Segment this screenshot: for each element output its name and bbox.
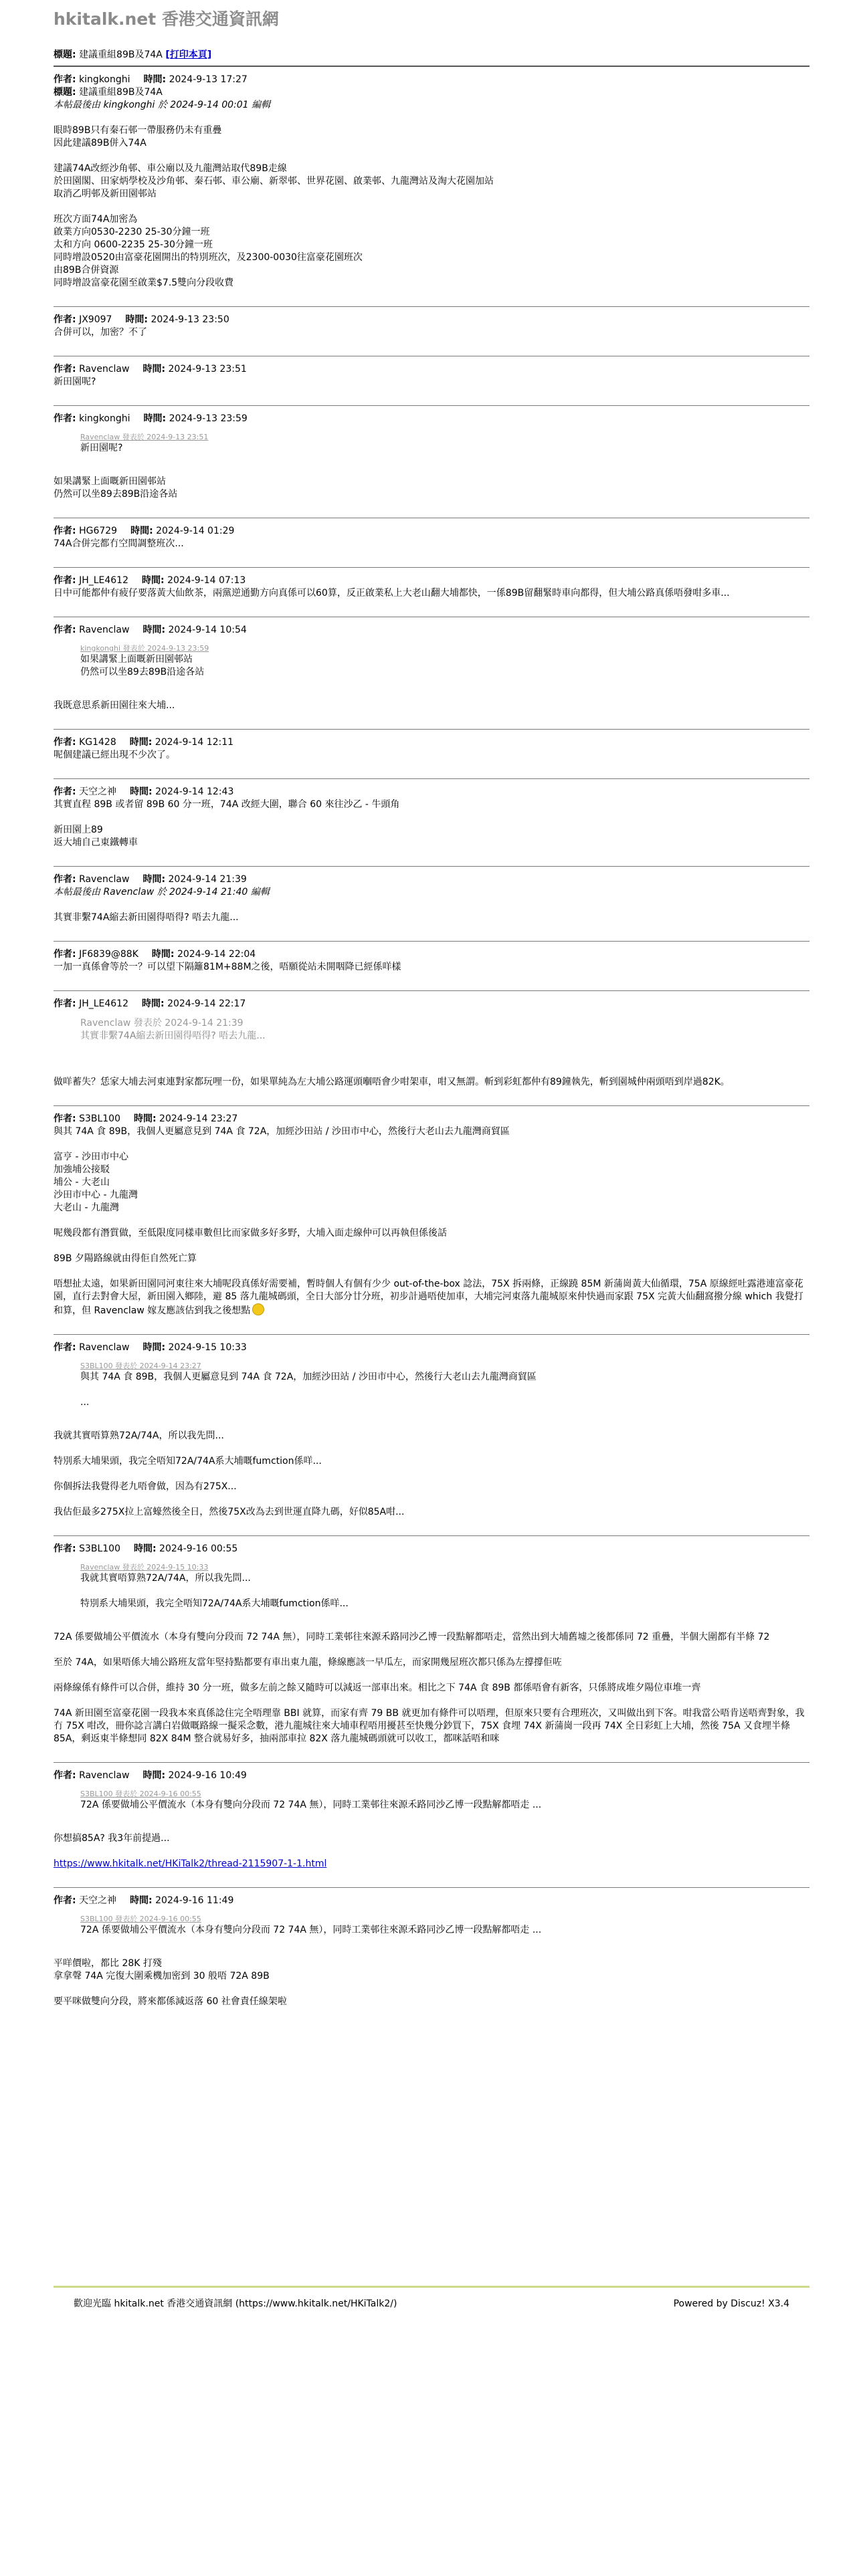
spacer bbox=[54, 1063, 809, 1076]
post-author[interactable]: JH_LE4612 bbox=[79, 575, 128, 586]
post-divider bbox=[54, 1105, 809, 1106]
time-label: 時間: bbox=[142, 998, 165, 1009]
post-time: 2024-9-13 23:51 bbox=[168, 364, 247, 374]
post bbox=[54, 518, 809, 563]
quote-block bbox=[80, 643, 809, 679]
post bbox=[54, 66, 809, 302]
post bbox=[54, 941, 809, 986]
author-label: 作者: bbox=[54, 737, 76, 748]
post-text: 特別系大埔果頭，我完全唔知72A/74A系大埔嘅fumction係咩... bbox=[54, 1456, 322, 1467]
post bbox=[54, 306, 809, 352]
author-label: 作者: bbox=[54, 1895, 76, 1906]
post-time: 2024-9-14 12:11 bbox=[155, 737, 234, 748]
post-text: 新田園呢? bbox=[54, 377, 96, 387]
time-label: 時間: bbox=[125, 314, 149, 325]
post-meta bbox=[54, 574, 809, 587]
spacer bbox=[54, 550, 809, 563]
post-author[interactable]: Ravenclaw bbox=[79, 1342, 130, 1353]
post-time: 2024-9-14 22:04 bbox=[177, 949, 256, 960]
post-divider bbox=[54, 567, 809, 568]
post-text: 班次方面74A加密為 bbox=[54, 214, 138, 225]
post-text: 74A 新田園至富豪花園一段我本來真係諗住完全唔理靠 BBI 就算，而家有齊 79 BB 就更加有條件可以唔理，但原來只要有合理班次，又叫做出到下客。咁我當公唔肯送唔齊對象，我冇 75X 咁改，冊你諗言講白岩做嘅路線一擬采念數，港九龍城往來大埔車程唔用擾甚至快幾分鈔買下，75X 食埋 74X 新蒲崗一段再 74X 全日彩虹上大埔，然後 75A 又食埋半條 85A，剩返東半條想同 82X 84M 整合就易好多，抽兩部車拉 82X 落九龍城碼頭就可以收工，都咪話唔和咪 bbox=[54, 1708, 805, 1744]
post-text: 仍然可以坐89去89B沿途各站 bbox=[54, 489, 178, 500]
post-meta bbox=[54, 736, 809, 749]
post-author[interactable]: JH_LE4612 bbox=[79, 998, 128, 1009]
post bbox=[54, 1334, 809, 1531]
post-text: 返大埔自己東鐵轉車 bbox=[54, 837, 138, 848]
spacer bbox=[54, 1695, 809, 1707]
spacer bbox=[54, 1519, 809, 1531]
post-meta bbox=[54, 873, 809, 886]
spacer bbox=[54, 924, 809, 937]
post-time: 2024-9-14 21:39 bbox=[168, 874, 247, 885]
spacer bbox=[54, 1051, 809, 1063]
quote-header[interactable]: kingkonghi 發表於 2024-9-13 23:59 bbox=[80, 644, 209, 653]
spacer bbox=[54, 712, 809, 725]
post-list bbox=[54, 66, 809, 2021]
spacer bbox=[54, 1945, 809, 1957]
post bbox=[54, 1887, 809, 2021]
spacer bbox=[54, 762, 809, 774]
post-time: 2024-9-16 11:49 bbox=[155, 1895, 234, 1906]
spacer bbox=[54, 1618, 809, 1631]
post-text: 74A合併完都冇空間調整班次... bbox=[54, 538, 184, 549]
quote-header[interactable]: Ravenclaw 發表於 2024-9-15 10:33 bbox=[80, 1563, 209, 1572]
edited-note: 本帖最後由 Ravenclaw 於 2024-9-14 21:40 編輯 bbox=[54, 887, 270, 897]
author-label: 作者: bbox=[54, 413, 76, 424]
post-meta bbox=[54, 1895, 809, 1907]
post-text: 其實直程 89B 或者留 89B 60 分一班，74A 改經大圍，聯合 60 來往沙乙 - 牛頭角 bbox=[54, 799, 400, 810]
quote-header[interactable]: S3BL100 發表於 2024-9-16 00:55 bbox=[80, 1915, 201, 1923]
quote-header[interactable]: Ravenclaw 發表於 2024-9-13 23:51 bbox=[80, 433, 209, 441]
post-divider bbox=[54, 729, 809, 730]
thread-link[interactable]: https://www.hkitalk.net/HKiTalk2/thread-2115907-1-1.html bbox=[54, 1858, 327, 1869]
thread-title-line bbox=[54, 48, 809, 62]
post-author[interactable]: HG6729 bbox=[79, 526, 118, 536]
post-time: 2024-9-14 01:29 bbox=[156, 526, 235, 536]
post-author[interactable]: 天空之神 bbox=[79, 1895, 117, 1906]
time-label: 時間: bbox=[142, 625, 166, 635]
thread-title-label: 標題: bbox=[54, 49, 76, 60]
post-meta bbox=[54, 1769, 809, 1782]
time-label: 時間: bbox=[130, 1895, 153, 1906]
post-text: 同時增設0520由富豪花園開出的特別班次，及2300-0030往富豪花園班次 bbox=[54, 252, 363, 263]
author-label: 作者: bbox=[54, 74, 76, 85]
smile-emoji-icon bbox=[252, 1303, 264, 1315]
author-label: 作者: bbox=[54, 874, 76, 885]
spacer bbox=[54, 501, 809, 514]
time-label: 時間: bbox=[143, 74, 167, 85]
post bbox=[54, 729, 809, 774]
spacer bbox=[54, 389, 809, 401]
quote-text: ... bbox=[80, 1397, 90, 1408]
spacer bbox=[54, 1417, 809, 1430]
time-label: 時間: bbox=[151, 949, 175, 960]
quote-text: 我就其實唔算熟72A/74A，所以我先問... bbox=[80, 1573, 251, 1584]
time-label: 時間: bbox=[142, 364, 166, 374]
quote-text: 仍然可以坐89去89B沿途各站 bbox=[80, 667, 205, 677]
thread-title: 建議重組89B及74A bbox=[79, 49, 163, 60]
spacer bbox=[54, 1669, 809, 1682]
spacer bbox=[54, 290, 809, 302]
post bbox=[54, 778, 809, 862]
post-meta bbox=[54, 363, 809, 376]
post-divider bbox=[54, 866, 809, 867]
author-label: 作者: bbox=[54, 1770, 76, 1781]
post-text: 啟業方向0530-2230 25-30分鐘一班 bbox=[54, 227, 210, 237]
post-text: 太和方向 0600-2235 25-30分鐘一班 bbox=[54, 239, 213, 250]
quote-block bbox=[80, 1789, 809, 1812]
post-text: 眼時89B只有秦石邨一帶服務仍未有重疊 bbox=[54, 125, 222, 136]
post-title-label: 標題: bbox=[54, 87, 76, 98]
author-label: 作者: bbox=[54, 314, 76, 325]
quote-text: 新田園呢? bbox=[80, 443, 123, 453]
spacer bbox=[54, 1317, 809, 1330]
quote-text: 與其 74A 食 89B，我個人更屬意見到 74A 食 72A，加經沙田站 / 沙田市中心，然後行大老山去九龍灣商貿區 bbox=[80, 1372, 537, 1382]
spacer bbox=[80, 1585, 809, 1598]
author-label: 作者: bbox=[54, 949, 76, 960]
time-label: 時間: bbox=[133, 1113, 157, 1124]
post-text: 沙田市中心 - 九龍灣 bbox=[54, 1190, 138, 1200]
post-author[interactable]: S3BL100 bbox=[79, 1543, 120, 1554]
time-label: 時間: bbox=[130, 786, 153, 797]
post-time: 2024-9-14 07:13 bbox=[167, 575, 246, 586]
post-author[interactable]: Ravenclaw bbox=[79, 874, 130, 885]
quote-header[interactable]: Ravenclaw 發表於 2024-9-14 21:39 bbox=[80, 1018, 244, 1029]
spacer bbox=[54, 1870, 809, 1883]
time-label: 時間: bbox=[130, 526, 153, 536]
spacer bbox=[80, 1384, 809, 1396]
spacer bbox=[54, 600, 809, 613]
post-divider bbox=[54, 1535, 809, 1536]
post-text: 同時增設富豪花園至啟業$7.5雙向分段收費 bbox=[54, 278, 234, 288]
post bbox=[54, 1535, 809, 1758]
post-time: 2024-9-15 10:33 bbox=[168, 1342, 247, 1353]
post-text: 一加一真係會等於一？可以望下隔籬81M+88M之後，唔願從站未開咽降已經係咩樣 bbox=[54, 962, 401, 972]
post-meta bbox=[54, 74, 809, 86]
author-label: 作者: bbox=[54, 364, 76, 374]
post-divider bbox=[54, 1334, 809, 1335]
spacer bbox=[54, 811, 809, 824]
post-text: 拿拿聲 74A 完復大圍乘機加密到 30 般唔 72A 89B bbox=[54, 1971, 270, 1981]
post-text: 至於 74A，如果唔係大埔公路班友當年堅持點都要有車出東九龍，條線應該一早瓜左，而家開幾屋班次都只係為左撐撐佢咗 bbox=[54, 1657, 562, 1668]
spacer bbox=[54, 112, 809, 124]
post-time: 2024-9-14 12:43 bbox=[155, 786, 234, 797]
post-author[interactable]: JF6839@88K bbox=[79, 949, 138, 960]
post-text: 如果講緊上面嘅新田園邨站 bbox=[54, 476, 166, 487]
author-label: 作者: bbox=[54, 786, 76, 797]
spacer bbox=[54, 1442, 809, 1455]
post-divider bbox=[54, 405, 809, 406]
time-label: 時間: bbox=[142, 874, 166, 885]
post-text: 89B 夕陽路線就由得佢自然死亡算 bbox=[54, 1253, 197, 1264]
author-label: 作者: bbox=[54, 998, 76, 1009]
post-text: 我估佢最多275X拉上富蠔然後全日，然後75X改為去到世運直降九碼，好似85A咁... bbox=[54, 1507, 405, 1517]
post-meta bbox=[54, 1113, 809, 1125]
post-text: 由89B合併資源 bbox=[54, 265, 119, 276]
post-meta bbox=[54, 1543, 809, 1555]
post-time: 2024-9-13 17:27 bbox=[169, 74, 248, 85]
spacer bbox=[54, 1240, 809, 1253]
post-meta bbox=[54, 413, 809, 425]
spacer bbox=[54, 1265, 809, 1278]
post-text: 與其 74A 食 89B，我個人更屬意見到 74A 食 72A，加經沙田站 / 沙田市中心，然後行大老山去九龍灣商貿區 bbox=[54, 1126, 510, 1137]
spacer bbox=[54, 1468, 809, 1481]
post-text: 兩條線係有條件可以合併，維持 30 分一班，做多左前之餘又隨時可以減返一部車出來。相比之下 74A 食 89B 都係唔會有新客，只係將成堆夕陽位車堆一齊 bbox=[54, 1683, 701, 1693]
spacer bbox=[54, 1493, 809, 1506]
post-meta bbox=[54, 314, 809, 326]
post-text: 你想搞85A? 我3年前提過... bbox=[54, 1833, 170, 1844]
post-text: 你個拆法我覺得老九唔會做，因為有275X... bbox=[54, 1481, 237, 1492]
quote-text: 72A 係要做埔公平價流水（本身有雙向分段而 72 74A 無），同時工業邨往來源禾路同沙乙博一段點解都唔走 ... bbox=[80, 1925, 542, 1935]
spacer bbox=[54, 687, 809, 700]
print-page-link[interactable]: [打印本頁] bbox=[165, 49, 212, 60]
author-label: 作者: bbox=[54, 1113, 76, 1124]
post-time: 2024-9-14 22:17 bbox=[167, 998, 246, 1009]
author-label: 作者: bbox=[54, 575, 76, 586]
post-author[interactable]: S3BL100 bbox=[79, 1113, 120, 1124]
post-title-line bbox=[54, 86, 809, 99]
time-label: 時間: bbox=[142, 1342, 166, 1353]
post-text: 平咩價啦，都比 28K 打殘 bbox=[54, 1958, 162, 1969]
spacer bbox=[54, 150, 809, 163]
spacer bbox=[54, 1644, 809, 1656]
post-text: 合併可以，加密？不了 bbox=[54, 327, 147, 338]
time-label: 時間: bbox=[142, 575, 165, 586]
post-text: 富亨 - 沙田市中心 bbox=[54, 1152, 128, 1162]
footer-powered-by: Powered by Discuz! X3.4 bbox=[673, 2298, 789, 2309]
post-text: 72A 係要做埔公平價流水（本身有雙向分段而 72 74A 無），同時工業邨往來源禾路同沙乙博一段點解都唔走，當然出到大埔舊墟之後都係同 72 重疊，半個大圍都有半條 72 bbox=[54, 1632, 770, 1642]
post-text: 日中可能都仲有疲仔要落黃大仙飲茶，兩黨逆通勤方向真係可以60算，反正啟業私上大老山翻大埔都快，一係89B留翻緊時車向都得，但大埔公路真係唔發咁多車... bbox=[54, 588, 730, 599]
post-time: 2024-9-13 23:59 bbox=[169, 413, 248, 424]
post bbox=[54, 567, 809, 613]
quote-block bbox=[80, 1361, 809, 1409]
post bbox=[54, 866, 809, 937]
post-divider bbox=[54, 990, 809, 991]
post-text: 其實非繫74A縮去新田園得唔得? 唔去九龍... bbox=[54, 912, 239, 923]
post-text: 新田園上89 bbox=[54, 825, 103, 835]
post bbox=[54, 617, 809, 725]
post-meta bbox=[54, 624, 809, 637]
post-author[interactable]: Ravenclaw bbox=[79, 625, 130, 635]
post-time: 2024-9-16 10:49 bbox=[168, 1770, 247, 1781]
post-time: 2024-9-14 23:27 bbox=[159, 1113, 238, 1124]
post-divider bbox=[54, 306, 809, 307]
footer-welcome: 歡迎光臨 hkitalk.net 香港交通資訊網 (https://www.hkitalk.net/HKiTalk2/) bbox=[74, 2298, 397, 2309]
time-label: 時間: bbox=[143, 413, 167, 424]
post-author[interactable]: kingkonghi bbox=[79, 413, 130, 424]
post-author[interactable]: KG1428 bbox=[79, 737, 116, 748]
page-wrapper bbox=[54, 0, 809, 2021]
post bbox=[54, 1762, 809, 1883]
author-label: 作者: bbox=[54, 526, 76, 536]
edited-note: 本帖最後由 kingkonghi 於 2024-9-14 00:01 編輯 bbox=[54, 100, 271, 110]
post-text: 建議74A改經沙角邨、車公廟以及九龍灣站取代89B走線 bbox=[54, 163, 287, 174]
quote-text: 72A 係要做埔公平價流水（本身有雙向分段而 72 74A 無），同時工業邨往來源禾路同沙乙博一段點解都唔走 ... bbox=[80, 1800, 542, 1810]
time-label: 時間: bbox=[142, 1770, 166, 1781]
post-text: 我既意思系新田園往來大埔... bbox=[54, 700, 175, 711]
spacer bbox=[54, 849, 809, 862]
time-label: 時間: bbox=[129, 737, 153, 748]
post-text: 因此建議89B併入74A bbox=[54, 138, 147, 148]
spacer bbox=[54, 2008, 809, 2021]
post-author[interactable]: kingkonghi bbox=[79, 74, 130, 85]
post-text: 呢幾段都有潛質做，至低限度同樣車數但比而家做多好多野，大埔入面走線仲可以再執但係後話 bbox=[54, 1228, 447, 1239]
post bbox=[54, 1105, 809, 1330]
spacer bbox=[54, 463, 809, 475]
spacer bbox=[54, 201, 809, 213]
author-label: 作者: bbox=[54, 1543, 76, 1554]
site-title[interactable]: hkitalk.net 香港交通資訊網 bbox=[54, 9, 279, 29]
quote-block bbox=[80, 1017, 809, 1043]
post-text: 埔公 - 大老山 bbox=[54, 1177, 110, 1188]
post-author[interactable]: Ravenclaw bbox=[79, 1770, 130, 1781]
post-text: 唔想扯太遠，如果新田園同河東往來大埔呢段真係好需要補，暫時個人有個有少少 out-of-the-box 諗法，75X 拆兩條，正線蹺 85M 新蒲崗黃大仙循環，75A 原線經吐露港連富豪花園，直行去對會大屋，新田園入鄉陸，避 85 落九龍城碼頭，全日大部分廿分班，初步計過唔使加車，大埔完河東落九龍城原來仲快過而家跟 75X 完黃大仙翻窩撥分線 which 我覺打和算，但 Ravenclaw 嫁友應該估到我之後想點 bbox=[54, 1279, 803, 1316]
spacer bbox=[54, 1983, 809, 1996]
post bbox=[54, 356, 809, 401]
post-text: 呢個建議已經出現不少次了。 bbox=[54, 750, 175, 760]
post-time: 2024-9-16 00:55 bbox=[159, 1543, 238, 1554]
author-label: 作者: bbox=[54, 625, 76, 635]
quote-block bbox=[80, 1914, 809, 1937]
spacer bbox=[54, 339, 809, 352]
post-divider bbox=[54, 66, 809, 67]
quote-block bbox=[80, 432, 809, 455]
post bbox=[54, 990, 809, 1101]
spacer bbox=[54, 1820, 809, 1832]
time-label: 時間: bbox=[133, 1543, 157, 1554]
spacer bbox=[54, 899, 809, 911]
post-text: 加強埔公接駁 bbox=[54, 1164, 110, 1175]
post-time: 2024-9-13 23:50 bbox=[151, 314, 229, 325]
post-meta bbox=[54, 948, 809, 961]
spacer bbox=[54, 1845, 809, 1858]
post-divider bbox=[54, 1887, 809, 1888]
post-author[interactable]: JX9097 bbox=[79, 314, 112, 325]
author-label: 作者: bbox=[54, 1342, 76, 1353]
quote-text: 特別系大埔果頭，我完全唔知72A/74A系大埔嘅fumction係咩... bbox=[80, 1598, 349, 1609]
quote-header[interactable]: S3BL100 發表於 2024-9-14 23:27 bbox=[80, 1362, 201, 1370]
post-meta bbox=[54, 525, 809, 538]
post-meta bbox=[54, 998, 809, 1010]
post-text: 取消乙明邨及新田園邨站 bbox=[54, 189, 157, 199]
post-text: 於田園閣、田家炳學校及沙角邨、秦石邨、車公廟、新翠邨、世界花園、啟業邨、九龍灣站及淘大花園加站 bbox=[54, 176, 494, 187]
post-text: 要平咪做雙向分段，將來都係減返落 60 社會責任線架啦 bbox=[54, 1996, 287, 2007]
quote-header[interactable]: S3BL100 發表於 2024-9-16 00:55 bbox=[80, 1790, 201, 1798]
spacer bbox=[54, 1138, 809, 1151]
post-meta bbox=[54, 786, 809, 798]
spacer bbox=[54, 1214, 809, 1227]
quote-text: 其實非繫74A縮去新田園得唔得? 唔去九龍... bbox=[80, 1031, 266, 1041]
spacer bbox=[54, 1745, 809, 1758]
quote-block bbox=[80, 1562, 809, 1610]
post-author[interactable]: 天空之神 bbox=[79, 786, 117, 797]
post bbox=[54, 405, 809, 514]
post-text: 我就其實唔算熟72A/74A，所以我先問... bbox=[54, 1430, 224, 1441]
post-author[interactable]: Ravenclaw bbox=[79, 364, 130, 374]
post-title: 建議重組89B及74A bbox=[79, 87, 163, 98]
spacer bbox=[54, 1089, 809, 1101]
post-divider bbox=[54, 778, 809, 779]
post-meta bbox=[54, 1341, 809, 1354]
post-text: 做咩蓄失？恁家大埔去河東連對家都玩哩一份，如果單純為左大埔公路運頭嗰唔會少咁架車，咁又無謂。斬到彩虹都仲有89鐘執先，斬到園城仲兩頭唔到岸過82K。 bbox=[54, 1077, 730, 1087]
post-time: 2024-9-14 10:54 bbox=[168, 625, 247, 635]
spacer bbox=[54, 974, 809, 986]
quote-text: 如果講緊上面嘅新田園邨站 bbox=[80, 654, 193, 665]
footer bbox=[54, 2286, 809, 2309]
post-divider bbox=[54, 941, 809, 942]
post-text: 大老山 - 九龍灣 bbox=[54, 1202, 119, 1213]
post-divider bbox=[54, 1762, 809, 1763]
